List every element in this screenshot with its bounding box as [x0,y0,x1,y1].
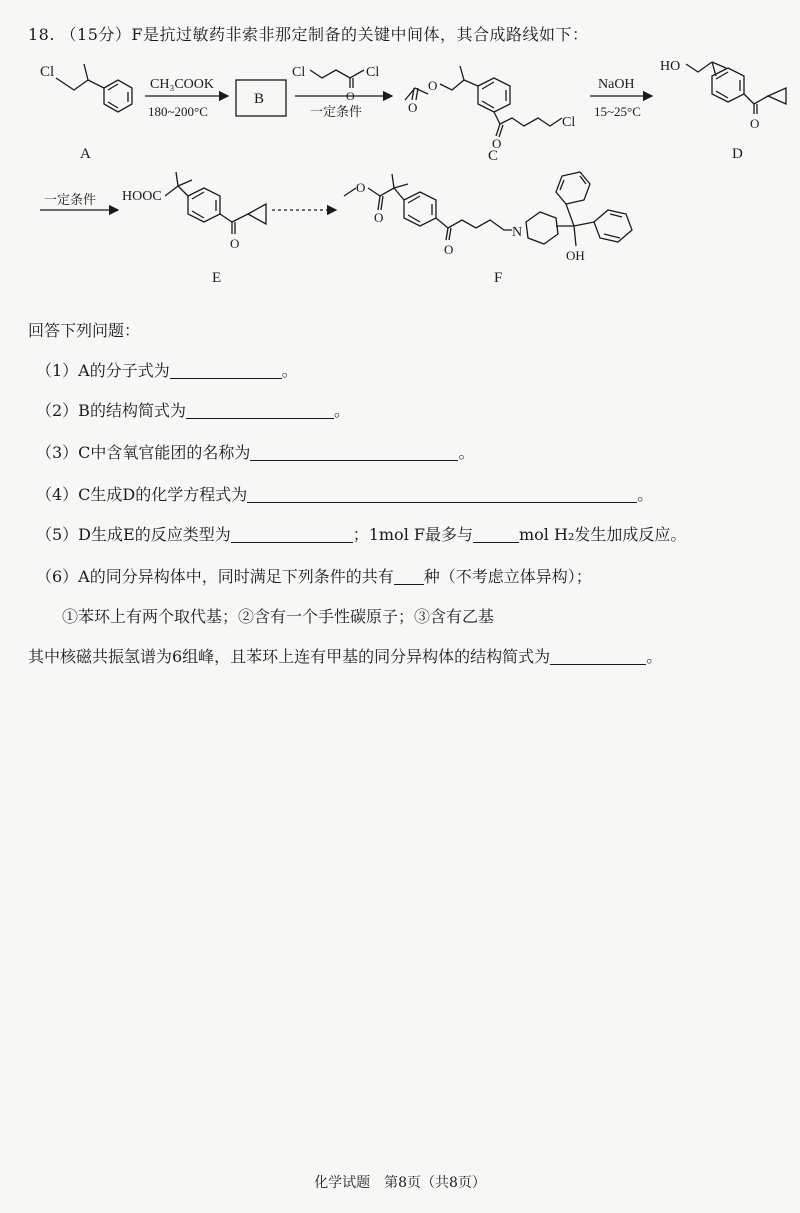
answer-blank-2[interactable] [186,402,334,419]
step2-reagent-cl2: Cl [366,65,380,80]
question-5: （5）D生成E的反应类型为 ；1mol F最多与 mol H₂发生加成反应。 [36,525,687,544]
compound-d-label: D [732,146,743,162]
compound-d-structure [686,62,786,114]
compound-f-o3: O [444,242,454,257]
question-1: （1）A的分子式为 。 [36,361,298,380]
compound-f-label: F [494,270,503,286]
step3-reagent: NaOH [598,77,635,92]
compound-c-o2: O [428,78,438,93]
answer-blank-4[interactable] [247,486,637,503]
step1-condition: 180~200°C [148,104,208,119]
compound-d-ho: HO [660,59,681,74]
answer-blank-6[interactable] [394,568,424,585]
question-3: （3）C中含氧官能团的名称为 。 [36,443,475,462]
compound-c-cl: Cl [562,115,576,130]
compound-c-label: C [488,148,499,164]
step1-reagent: CH₃COOK [150,77,214,92]
answer-blank-3[interactable] [250,444,458,461]
isomer-conditions: ①苯环上有两个取代基；②含有一个手性碳原子；③含有乙基 [62,607,495,626]
compound-e-o: O [230,236,240,251]
answer-blank-1[interactable] [170,362,282,379]
compound-e-label: E [212,270,222,286]
compound-f-oh: OH [566,248,585,263]
question-4: （4）C生成D的化学方程式为 。 [36,485,654,504]
reagent-chlorobutanoyl-chloride [310,70,364,88]
answer-prompt: 回答下列问题： [28,321,141,340]
question-2: （2）B的结构简式为 。 [36,401,350,420]
compound-a-structure [56,64,132,112]
compound-f-o1: O [356,180,366,195]
compound-a-label: A [80,146,91,162]
compound-f-structure [344,172,632,246]
compound-e-hooc: HOOC [122,189,162,204]
answer-blank-5a[interactable] [231,526,353,543]
step2-reagent-o: O [346,89,355,103]
compound-c-structure [405,66,562,137]
compound-f-o2: O [374,210,384,225]
compound-c-o3: O [492,136,502,151]
compound-b-label: B [254,91,265,107]
page-footer: 化学试题 第8页（共8页） [314,1175,486,1191]
answer-blank-5b[interactable] [473,526,519,543]
synthesis-scheme [0,0,800,300]
question-title: 18. （15分）F是抗过敏药非索非那定制备的关键中间体，其合成路线如下： [28,25,589,44]
step4-condition: 一定条件 [44,192,97,207]
compound-a-cl: Cl [40,64,55,80]
step2-reagent-cl1: Cl [292,65,306,80]
step2-condition: 一定条件 [310,104,363,119]
compound-f-n: N [512,225,523,240]
step3-condition: 15~25°C [594,104,641,119]
question-6: （6）A的同分异构体中，同时满足下列条件的共有 种（不考虑立体异构）； [36,567,592,586]
compound-d-o: O [750,116,760,131]
answer-blank-final[interactable] [550,648,646,665]
final-question: 其中核磁共振氢谱为6组峰，且苯环上连有甲基的同分异构体的结构简式为 。 [28,647,663,666]
compound-c-o1: O [408,100,418,115]
compound-e-structure [165,172,266,234]
